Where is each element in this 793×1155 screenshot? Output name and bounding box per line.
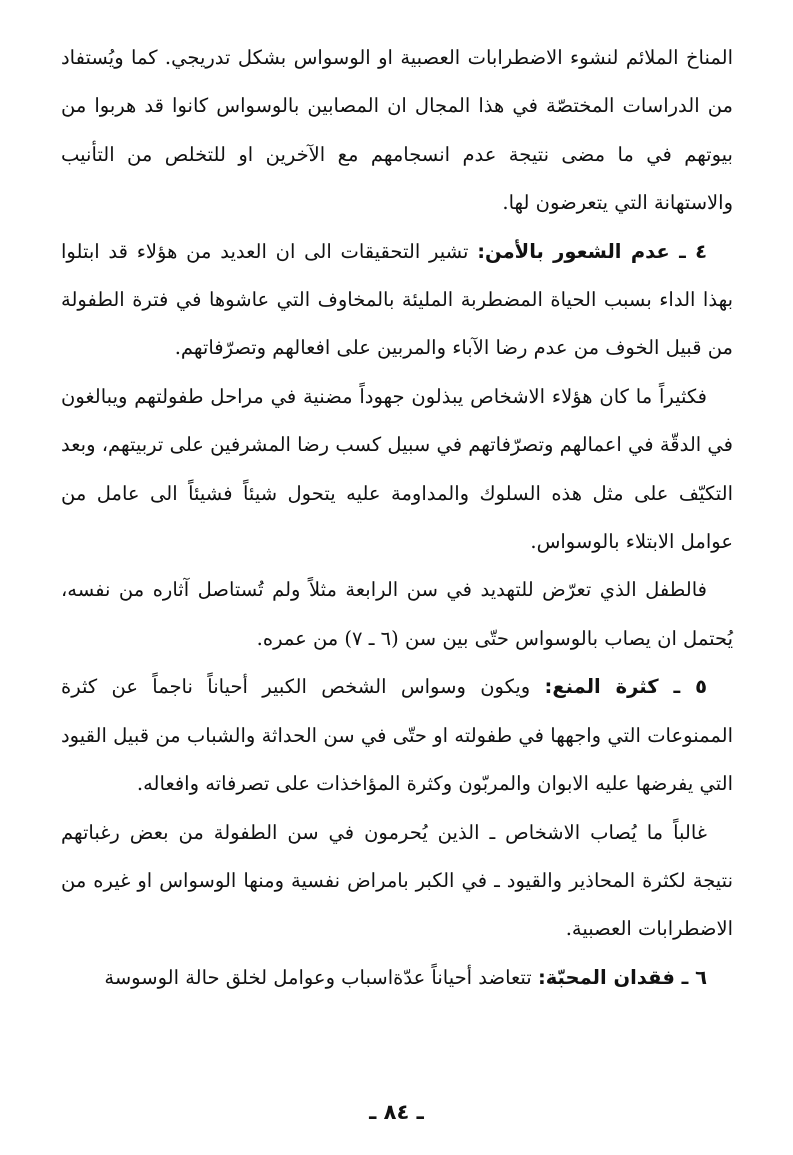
paragraph-text: فكثيراً ما كان هؤلاء الاشخاص يبذلون جهوداً مضنية في مراحل طفولتهم ويبالغون في الدقّة في اعمالهم وتصرّفاتهم في سبيل كسب رضا المشرفين على تربيتهم، وبعد التكيّف على مثل هذه السلوك والمداومة عليه يتحول شيئاً فشيئاً الى عامل من عوامل الابتلاء بالوسواس. bbox=[61, 384, 733, 554]
paragraph-text: تتعاضد أحياناً عدّةاسباب وعوامل لخلق حالة الوسوسة bbox=[104, 965, 538, 989]
paragraph-lack-of-security bbox=[61, 228, 733, 373]
page-number: ـ ٨٤ ـ bbox=[369, 1100, 424, 1124]
paragraph-deprivation bbox=[61, 809, 733, 954]
paragraph-continuation bbox=[61, 34, 733, 228]
paragraph-text: فالطفل الذي تعرّض للتهديد في سن الرابعة مثلاً ولم تُستاصل آثاره من نفسه، يُحتمل ان يصاب بالوسواس حتّى بين سن (٦ ـ ٧) من عمره. bbox=[61, 578, 733, 650]
paragraph-loss-of-affection bbox=[61, 954, 733, 1002]
paragraph-child-threat bbox=[61, 566, 733, 663]
section-heading-lack-of-security: ٤ ـ عدم الشعور بالأمن: bbox=[477, 239, 707, 263]
paragraph-text: تشير التحقيقات الى ان العديد من هؤلاء قد ابتلوا بهذا الداء بسبب الحياة المضطربة المليئة بالمخاوف التي عاشوها في فترة الطفولة من قبيل الخوف من عدم رضا الآباء والمربين على افعالهم وتصرّفاتهم. bbox=[61, 239, 733, 360]
section-heading-loss-of-affection: ٦ ـ فقدان المحبّة: bbox=[537, 965, 707, 989]
paragraph-text: المناخ الملائم لنشوء الاضطرابات العصبية او الوسواس بشكل تدريجي. كما ويُستفاد من الدراسات المختصّة في هذا المجال ان المصابين بالوسواس كانوا قد هربوا من بيوتهم في ما مضى نتيجة عدم انسجامهم مع الآخرين او للتخلص من التأنيب والاستهانة التي يتعرضون لها. bbox=[61, 46, 733, 215]
paragraph-text: ويكون وسواس الشخص الكبير أحياناً ناجماً عن كثرة الممنوعات التي واجهها في طفولته او حتّى في سن الحداثة والشباب من قبيل القيود التي يفرضها عليه الابوان والمربّون وكثرة المؤاخذات على تصرفاته وافعاله. bbox=[61, 675, 733, 796]
paragraph-text: غالباً ما يُصاب الاشخاص ـ الذين يُحرمون في سن الطفولة من بعض رغباتهم نتيجة لكثرة المحاذير والقيود ـ في الكبر بامراض نفسية ومنها الوسواس او غيره من الاضطرابات العصبية. bbox=[61, 820, 733, 941]
body-text bbox=[61, 34, 733, 1002]
paragraph-excessive-prohibition bbox=[61, 663, 733, 808]
section-heading-excessive-prohibition: ٥ ـ كثرة المنع: bbox=[544, 675, 707, 699]
paragraph-childhood-efforts bbox=[61, 373, 733, 567]
